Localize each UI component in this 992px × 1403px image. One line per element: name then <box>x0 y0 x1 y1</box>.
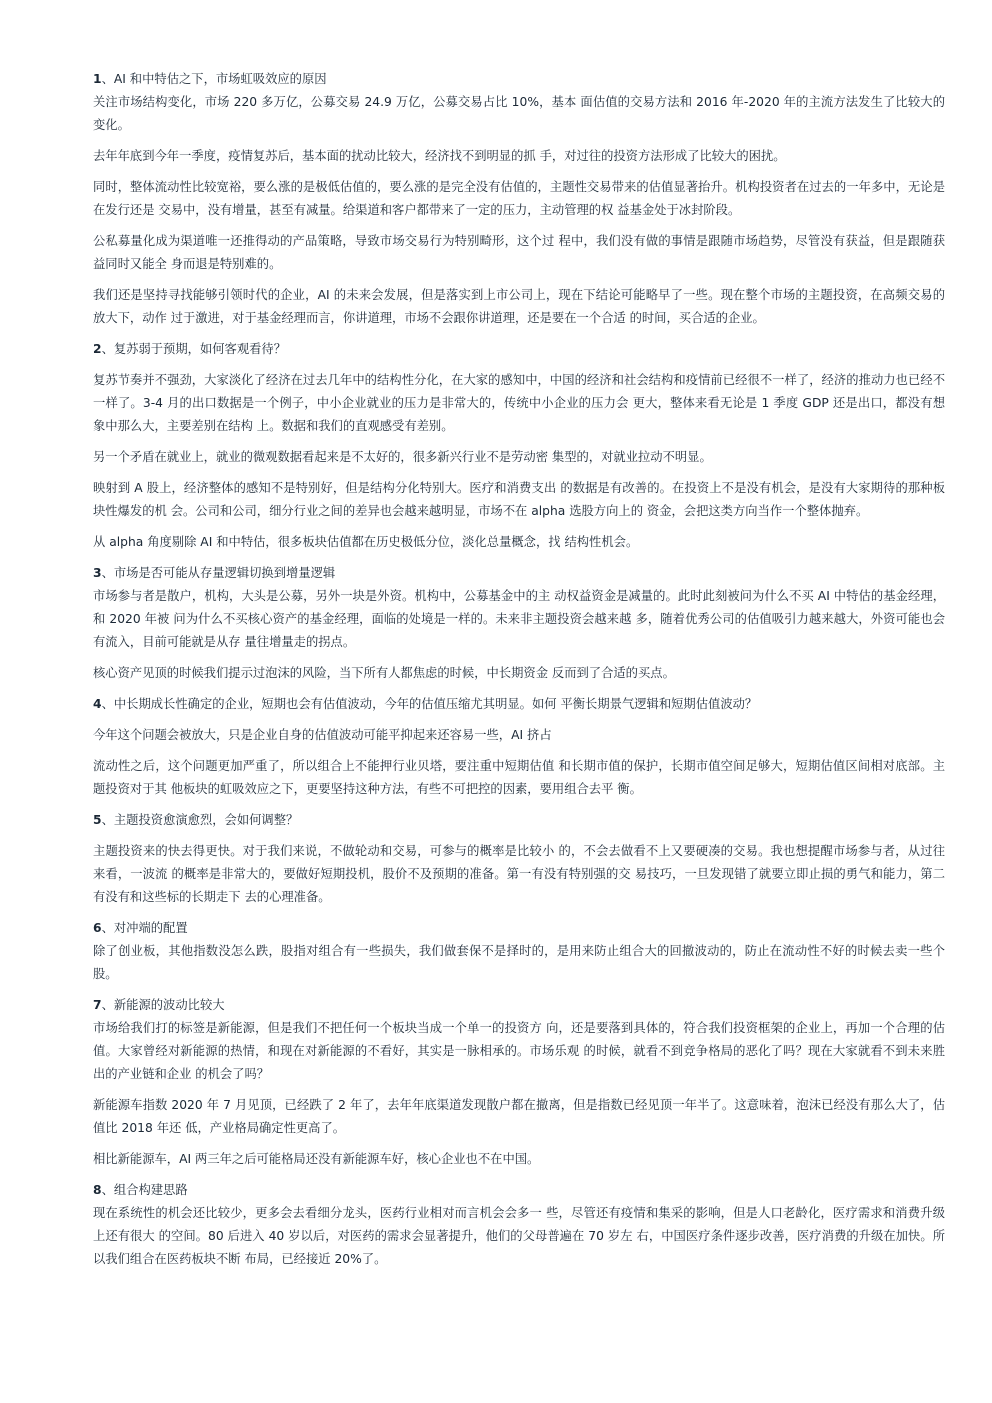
paragraph: 主题投资来的快去得更快。对于我们来说，不做轮动和交易，可参与的概率是比较小 的，不会去做看不上又要硬凑的交易。我也想提醒市场参与者，从过往来看，一波流 的概率是非常大的，要做好短期投机，股价不及预期的准备。第一有没有特别强的交 易技巧，一旦发现错了就要立即止损的勇气和能力，第二有没有和这些标的长期走下 去的心理准备。 <box>93 844 945 904</box>
paragraph: 市场参与者是散户，机构，大头是公募，另外一块是外资。机构中，公募基金中的主 动权益资金是减量的。此时此刻被问为什么不买 AI 中特估的基金经理，和 2020 年被 问为什么不买核心资产的基金经理，面临的处境是一样的。未来非主题投资会越来越 多，随着优秀公司的估值吸引力越来越大，外资可能也会有流入，目前可能就是从存 量往增量走的拐点。 <box>93 589 945 649</box>
section-heading: 4、中长期成长性确定的企业，短期也会有估值波动，今年的估值压缩尤其明显。如何 平衡长期景气逻辑和短期估值波动？ <box>93 697 758 711</box>
paragraph: 新能源车指数 2020 年 7 月见顶，已经跌了 2 年了，去年年底渠道发现散户都在撤离，但是指数已经见顶一年半了。这意味着，泡沫已经没有那么大了，估值比 2018 年还 低，产业格局确定性更高了。 <box>93 1098 945 1135</box>
paragraph: 公私募量化成为渠道唯一还推得动的产品策略，导致市场交易行为特别畸形，这个过 程中，我们没有做的事情是跟随市场趋势，尽管没有获益，但是跟随获益同时又能全 身而退是特别难的。 <box>93 234 945 271</box>
paragraph: 去年年底到今年一季度，疫情复苏后，基本面的扰动比较大，经济找不到明显的抓 手，对过往的投资方法形成了比较大的困扰。 <box>93 149 786 163</box>
document-page <box>93 68 945 1271</box>
paragraph: 除了创业板，其他指数没怎么跌，股指对组合有一些损失，我们做套保不是择时的，是用来防止组合大的回撤波动的，防止在流动性不好的时候去卖一些个股。 <box>93 944 945 981</box>
paragraph: 现在系统性的机会还比较少，更多会去看细分龙头，医药行业相对而言机会会多一 些，尽管还有疫情和集采的影响，但是人口老龄化，医疗需求和消费升级上还有很大 的空间。80 后进入 40 岁以后，对医药的需求会显著提升，他们的父母普遍在 70 岁左 右，中国医疗条件逐步改善，医疗消费的升级在加快。所以我们组合在医药板块不断 布局，已经接近 20%了。 <box>93 1206 945 1266</box>
paragraph: 同时，整体流动性比较宽裕，要么涨的是极低估值的，要么涨的是完全没有估值的，主题性交易带来的估值显著抬升。机构投资者在过去的一年多中，无论是在发行还是 交易中，没有增量，甚至有减量。给渠道和客户都带来了一定的压力，主动管理的权 益基金处于冰封阶段。 <box>93 180 945 217</box>
paragraph: 核心资产见顶的时候我们提示过泡沫的风险，当下所有人都焦虑的时候，中长期资金 反而到了合适的买点。 <box>93 666 675 680</box>
paragraph: 另一个矛盾在就业上，就业的微观数据看起来是不太好的，很多新兴行业不是劳动密 集型的，对就业拉动不明显。 <box>93 450 712 464</box>
paragraph: 市场给我们打的标签是新能源，但是我们不把任何一个板块当成一个单一的投资方 向，还是要落到具体的，符合我们投资框架的企业上，再加一个合理的估值。大家曾经对新能源的热情，和现在对新能源的不看好，其实是一脉相承的。市场乐观 的时候，就看不到竞争格局的恶化了吗？现在大家就看不到未来胜出的产业链和企业 的机会了吗？ <box>93 1021 945 1081</box>
paragraph: 相比新能源车，AI 两三年之后可能格局还没有新能源车好，核心企业也不在中国。 <box>93 1152 540 1166</box>
paragraph: 映射到 A 股上，经济整体的感知不是特别好，但是结构分化特别大。医疗和消费支出 的数据是有改善的。在投资上不是没有机会，是没有大家期待的那种板块性爆发的机 会。公司和公司，细分行业之间的差异也会越来越明显，市场不在 alpha 选股方向上的 资金，会把这类方向当作一个整体抛弃。 <box>93 481 945 518</box>
section-heading: 8、组合构建思路 <box>93 1183 188 1197</box>
section-heading: 6、对冲端的配置 <box>93 921 188 935</box>
paragraph: 关注市场结构变化，市场 220 多万亿，公募交易 24.9 万亿，公募交易占比 10%，基本 面估值的交易方法和 2016 年-2020 年的主流方法发生了比较大的变化。 <box>93 95 945 132</box>
section-heading: 3、市场是否可能从存量逻辑切换到增量逻辑 <box>93 566 336 580</box>
section-heading: 5、主题投资愈演愈烈，会如何调整？ <box>93 813 299 827</box>
section-heading: 7、新能源的波动比较大 <box>93 998 225 1012</box>
paragraph: 复苏节奏并不强劲，大家淡化了经济在过去几年中的结构性分化，在大家的感知中，中国的经济和社会结构和疫情前已经很不一样了，经济的推动力也已经不一样了。3-4 月的出口数据是一个例子，中小企业就业的压力是非常大的，传统中小企业的压力会 更大，整体来看无论是 1 季度 GDP 还是出口，都没有想象中那么大，主要差别在结构 上。数据和我们的直观感受有差别。 <box>93 373 945 433</box>
paragraph: 我们还是坚持寻找能够引领时代的企业，AI 的未来会发展，但是落实到上市公司上，现在下结论可能略早了一些。现在整个市场的主题投资，在高频交易的放大下，动作 过于激进，对于基金经理而言，你讲道理，市场不会跟你讲道理，还是要在一个合适 的时间，买合适的企业。 <box>93 288 945 325</box>
paragraph: 流动性之后，这个问题更加严重了，所以组合上不能押行业贝塔，要注重中短期估值 和长期市值的保护，长期市值空间足够大，短期估值区间相对底部。主题投资对于其 他板块的虹吸效应之下，更要坚持这种方法，有些不可把控的因素，要用组合去平 衡。 <box>93 759 945 796</box>
paragraph: 今年这个问题会被放大，只是企业自身的估值波动可能平抑起来还容易一些，AI 挤占 <box>93 728 552 742</box>
section-heading: 1、AI 和中特估之下，市场虹吸效应的原因 <box>93 72 327 86</box>
section-heading: 2、复苏弱于预期，如何客观看待？ <box>93 342 287 356</box>
paragraph: 从 alpha 角度剔除 AI 和中特估，很多板块估值都在历史极低分位，淡化总量概念，找 结构性机会。 <box>93 535 639 549</box>
